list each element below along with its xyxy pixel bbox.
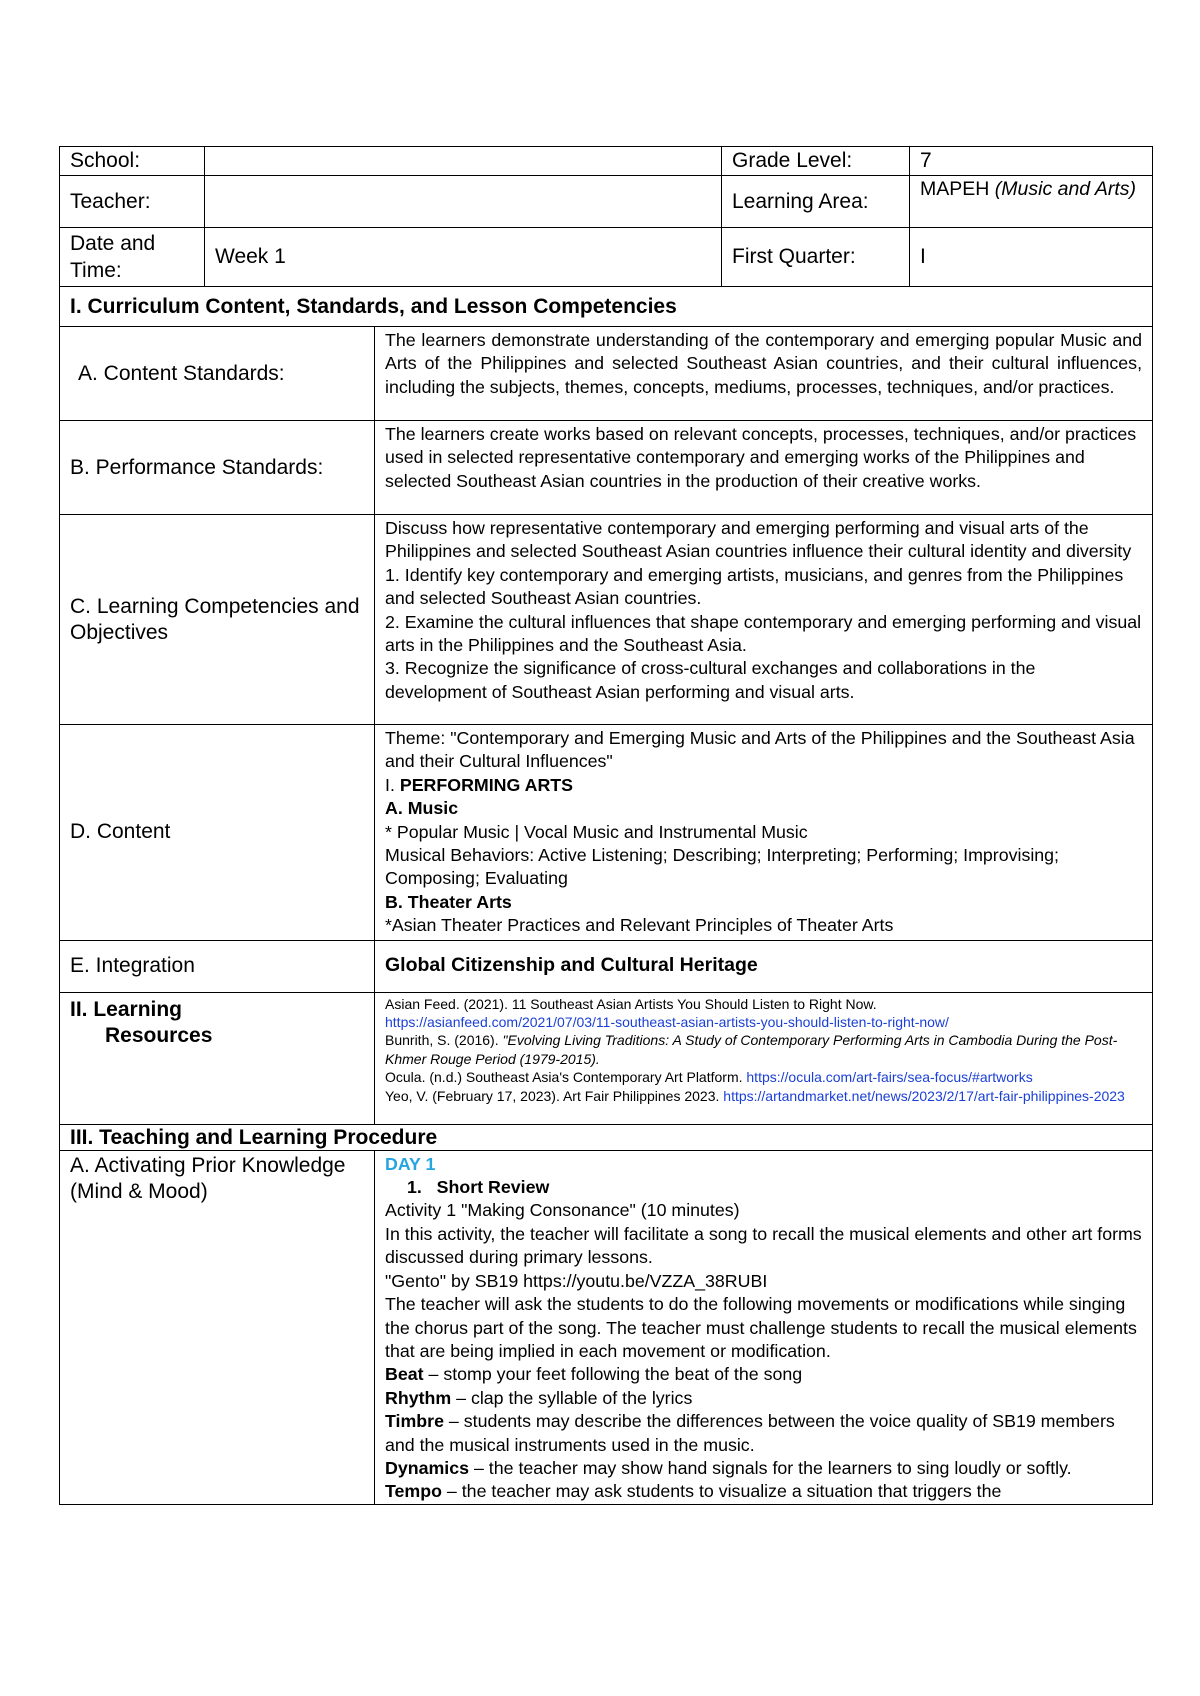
reference-3-text: Ocula. (n.d.) Southeast Asia's Contemporary Art Platform. [385, 1069, 747, 1086]
reference-4 [385, 1087, 1144, 1105]
content-theater-text: *Asian Theater Practices and Relevant Principles of Theater Arts [385, 915, 894, 936]
element-tempo [385, 1480, 1142, 1503]
learning-resources-line1: II. Learning [70, 997, 183, 1021]
content-musical-behaviors: Musical Behaviors: Active Listening; Describing; Interpreting; Performing; Improvising; Composing; Evaluating [385, 845, 1060, 889]
content-theme: Theme: "Contemporary and Emerging Music and Arts of the Philippines and the Southeast Asia and their Cultural Influences" [385, 728, 1135, 772]
integration-cell [375, 940, 1153, 992]
element-tempo-text: – the teacher may ask students to visualize a situation that triggers the [441, 1481, 1002, 1502]
competency-item: 1. Identify key contemporary and emerging artists, musicians, and genres from the Philippines and selected Southeast Asian countries. [385, 564, 1124, 609]
reference-3-link[interactable]: https://ocula.com/art-fairs/sea-focus/#artworks [746, 1069, 1033, 1086]
element-beat [385, 1363, 1142, 1386]
element-rhythm [385, 1387, 1142, 1410]
learning-competencies-label: C. Learning Competencies and Objectives [60, 515, 375, 725]
content-performing-arts [385, 774, 1142, 797]
date-time-value: Week 1 [205, 228, 722, 287]
activating-prior-knowledge-label: A. Activating Prior Knowledge (Mind & Mood) [60, 1150, 375, 1504]
header-table [59, 146, 1153, 287]
learning-area-subtitle: (Music and Arts) [994, 178, 1137, 200]
competency-item: 2. Examine the cultural influences that shape contemporary and emerging performing and visual arts in the Philippines and the Southeast Asia. [385, 611, 1142, 656]
competency-item: 3. Recognize the significance of cross-cultural exchanges and collaborations in the development of Southeast Asian performing and visual arts. [385, 658, 1036, 702]
short-review-title: Short Review [436, 1177, 550, 1198]
content-music-heading: A. Music [385, 798, 459, 819]
element-tempo-term: Tempo [385, 1481, 442, 1502]
element-beat-text: – stomp your feet following the beat of the song [423, 1364, 803, 1385]
element-dynamics-text: – the teacher may show hand signals for the learners to sing loudly or softly. [469, 1457, 1072, 1478]
reference-3 [385, 1068, 1144, 1086]
integration-text: Global Citizenship and Cultural Heritage [385, 954, 758, 977]
grade-level-value: 7 [910, 147, 1153, 176]
learning-resources-label [60, 992, 375, 1124]
reference-4-link[interactable]: https://artandmarket.net/news/2023/2/17/art-fair-philippines-2023 [723, 1087, 1125, 1104]
learning-competencies-cell [375, 515, 1153, 725]
element-dynamics-term: Dynamics [385, 1457, 470, 1478]
quarter-value: I [910, 228, 1153, 287]
element-beat-term: Beat [385, 1364, 424, 1385]
activity-instructions: The teacher will ask the students to do the following movements or modifications while singing the chorus part of the song. The teacher must challenge students to recall the musical elements that are being implied in each movement or modification. [385, 1294, 1137, 1361]
section-curriculum-title: I. Curriculum Content, Standards, and Lesson Competencies [60, 287, 1153, 327]
day-label: DAY 1 [385, 1153, 436, 1174]
integration-label: E. Integration [60, 940, 375, 992]
element-timbre [385, 1410, 1142, 1457]
teacher-value [205, 176, 722, 228]
school-label: School: [60, 147, 205, 176]
teacher-label: Teacher: [60, 176, 205, 228]
learning-resources-cell [375, 992, 1153, 1124]
learning-area-label: Learning Area: [722, 176, 910, 228]
quarter-label: First Quarter: [722, 228, 910, 287]
grade-level-label: Grade Level: [722, 147, 910, 176]
content-cell [375, 725, 1153, 941]
element-timbre-text: – students may describe the differences between the voice quality of SB19 members and the musical instruments used in the music. [385, 1411, 1115, 1455]
content-performing-heading: PERFORMING ARTS [399, 774, 574, 795]
reference-1-link[interactable]: https://asianfeed.com/2021/07/03/11-southeast-asian-artists-you-should-listen-to-right-now/ [385, 1014, 949, 1031]
reference-2-title: "Evolving Living Traditions: A Study of Contemporary Performing Arts in Cambodia During the Post-Khmer Rouge Period (1979-2015). [385, 1032, 1118, 1067]
short-review-number: 1. [407, 1177, 422, 1198]
learning-area-subject: MAPEH [920, 178, 990, 200]
school-value [205, 147, 722, 176]
activating-prior-knowledge-cell [375, 1150, 1153, 1504]
element-dynamics [385, 1457, 1142, 1480]
content-theater-heading: B. Theater Arts [385, 891, 512, 912]
element-rhythm-term: Rhythm [385, 1387, 452, 1408]
performance-standards-text: The learners create works based on relevant concepts, processes, techniques, and/or practices used in selected representative contemporary and emerging works of the Philippines and selected Southeast Asian countries in the production of their creative works. [375, 421, 1153, 515]
reference-2-author: Bunrith, S. (2016). [385, 1032, 503, 1049]
content-standards-text: The learners demonstrate understanding of the contemporary and emerging popular Music and Arts of the Philippines and selected Southeast Asian countries, and their cultural influences, including the subjects, themes, concepts, mediums, processes, techniques, and/or practices. [375, 327, 1153, 421]
content-popular-music: * Popular Music | Vocal Music and Instrumental Music [385, 821, 808, 842]
curriculum-table [59, 286, 1153, 1505]
activity-title: Activity 1 "Making Consonance" (10 minutes) [385, 1200, 740, 1221]
content-standards-label: A. Content Standards: [60, 327, 375, 421]
learning-area-value [910, 176, 1153, 228]
content-label: D. Content [60, 725, 375, 941]
date-time-label: Date and Time: [60, 228, 205, 287]
learning-resources-line2: Resources [105, 1023, 213, 1047]
short-review-heading [385, 1176, 1142, 1199]
activity-description: In this activity, the teacher will facilitate a song to recall the musical elements and other art forms discussed during primary lessons. [385, 1223, 1142, 1268]
performance-standards-label: B. Performance Standards: [60, 421, 375, 515]
reference-4-text: Yeo, V. (February 17, 2023). Art Fair Philippines 2023. [385, 1087, 724, 1104]
section-procedure-title: III. Teaching and Learning Procedure [60, 1124, 1153, 1150]
element-rhythm-text: – clap the syllable of the lyrics [451, 1387, 693, 1408]
content-performing-prefix: I. [385, 774, 400, 795]
reference-1 [385, 995, 1144, 1032]
reference-1-text: Asian Feed. (2021). 11 Southeast Asian Artists You Should Listen to Right Now. [385, 995, 877, 1012]
reference-2 [385, 1031, 1144, 1068]
song-reference: "Gento" by SB19 https://youtu.be/VZZA_38RUBI [385, 1270, 768, 1291]
lesson-plan-page [59, 146, 1152, 1505]
competencies-intro: Discuss how representative contemporary and emerging performing and visual arts of the Philippines and selected Southeast Asian countries influence their cultural identity and diversity [385, 518, 1132, 562]
element-timbre-term: Timbre [385, 1411, 444, 1432]
